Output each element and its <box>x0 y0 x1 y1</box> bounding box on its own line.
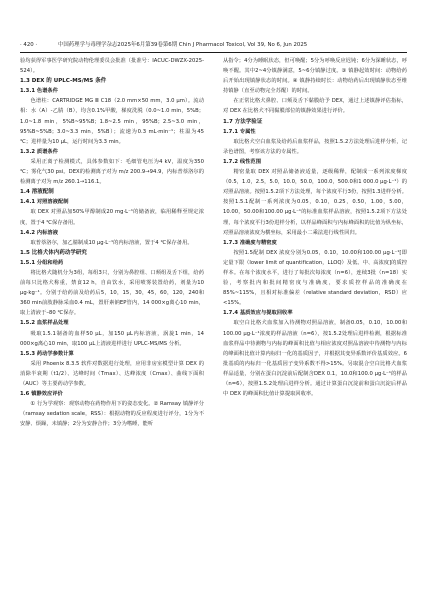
body-paragraph: 验均获得军事医学研究院动物伦理委员会批准（批准号：IACUC-DWZX-2025-524）。 <box>20 58 204 75</box>
section-heading: 1.4 溶液配制 <box>20 189 54 196</box>
subsection-heading: 1.6 镇静效应评价 <box>20 391 63 398</box>
subsection-heading: 1.3.2 质谱条件 <box>20 148 58 155</box>
subsection-heading: 1.5.2 血浆样品处理 <box>20 320 69 327</box>
body-paragraph: 采用 Phoenix 8.3.5 软件对数据进行处理，应用非房室模型计算 DEX 的消除半衰期（t1/2）、达峰时间（Tmax）、达峰浓度（Cmax）、曲线下面积（AUC）等主要药动学参数。 <box>20 360 204 387</box>
section-heading: 1.5 比格犬体内药动学研究 <box>20 249 87 256</box>
right-column <box>223 56 407 399</box>
body-paragraph: 从指令；4分为睡眠状态，但可唤醒；5分为呼唤反应迟钝；6分为深睡状态，呼唤不醒。其中2~4分镇静满意，5~6分镇静过度。③ 镇静起效时间：动物给药后开始出现镇静状态的时间。④ 镇静持续时长：动物给药后出现镇静状态至维持镇静（直至动物完全苏醒）的时间。 <box>223 58 407 95</box>
subsection-heading: 1.3.1 色谱条件 <box>20 88 58 95</box>
subsection-heading: 1.5.1 分组和给药 <box>20 259 64 266</box>
subsection-heading: 1.7.2 线性范围 <box>223 158 261 165</box>
body-paragraph: 吸取1.5.1制备的血样50 μL，加150 μL内标溶液，涡旋1 min，14 000×g离心10 min，取100 μL上清液进样进行 UPLC-MS/MS 分析。 <box>20 330 204 347</box>
left-column <box>20 56 204 429</box>
body-paragraph: 精密量取 DEX 对照品储备液适量，逐级稀释，配制成一系列浓度梯度（0.5，1.0，2.5，5.0，10.0，50.0，100.0，500.0和1 000.0 μg·L⁻¹）的对照品溶液。按照1.5.2项下方法处理，每个浓度平行3份，按照1.3进样分析。按照1.5.1配制一系列浓度为0.05，0.10，0.25，0.50，1.00，5.00，10.00，50.00和100.00 μg·L⁻¹的标准血浆样品溶液，按照1.5.2项下方法处理，每个浓度平行3份进样分析，以样品峰面积与内标峰面积的比值为纵坐标，对照品溶液浓度为横坐标，采用最小二乘法进行线性回归。 <box>223 169 407 236</box>
subsection-heading: 1.7.3 准确度与精密度 <box>223 239 277 246</box>
body-paragraph: 色谱柱：CARTRIDGE MG Ⅲ C18（2.0 mm×50 mm，3.0 μm）。流动相：水（A）-乙腈（B），均含0.1%甲酸，梯度洗脱（0.0~1.0 min，5%B；1.0~1.8 min，5%B~95%B；1.8~2.5 min，95%B；2.5~3.0 min，95%B~5%B；3.0~3.3 min，5%B）；流速为0.3 mL·min⁻¹；柱温为45 ℃；进样量为10 μL，运行时间为3.3 min。 <box>20 98 204 145</box>
body-paragraph: 取空白比格犬血浆加入待测物对照品溶液，制备0.05，0.10，10.00和100.00 μg·L⁻¹浓度的样品溶液（n=6），按1.5.2处理后进样检测，根据标准血浆样品中待测物与内标的峰面积比值与相应浓度对照品溶液中待测物与内标的峰面积比值计算内标归一化的基质因子，并根据其变异系数评价基质效应。6批基质的内标归一化基质因子变异系数不得>15%。另取混合空白比格犬血浆样品适量，分别在蛋白沉淀前后配制含DEX 0.1，10.0和100.0 μg·L⁻¹的样品（n=6），按照1.5.2处理后进样分析。通过计算蛋白沉淀前和蛋白沉淀后样品中 DEX 的峰面积比值计算提取回收率。 <box>223 320 407 398</box>
page-header <box>20 40 407 53</box>
subsection-heading: 1.5.3 药动学参数计算 <box>20 350 74 357</box>
subsection-heading: 1.4.2 内标溶液 <box>20 229 58 236</box>
body-paragraph: 在正常比格犬鼻腔、口颊及舌下黏膜给予 DEX，通过上述镇静评估指标，对 DEX 在比格犬不同黏膜部位的镇静效果进行评价。 <box>223 98 407 115</box>
subsection-heading: 1.4.1 对照溶液配制 <box>20 199 69 206</box>
body-paragraph: 取普萘洛尔，加乙腈制成10 μg·L⁻¹的内标溶液，置于4 ℃保存备用。 <box>30 239 193 246</box>
page-number: · 420 · <box>20 42 38 48</box>
body-paragraph: ① 行为学观察：观察动物在药物作用下的姿态变化。② Ramsay 镇静评分（ramsay sedation scale，RSS）：根据动物的反应程度进行评分，1分为不安静、烦躁，未镇静；2分为安静合作；3分为嗜睡，能听 <box>20 401 204 428</box>
section-heading: 1.3 DEX 的 UPLC-MS/MS 条件 <box>20 78 107 85</box>
body-paragraph: 按照1.5配制 DEX 浓度分别为0.05，0.10，10.00和100.00 μg·L⁻¹[即定量下限（lower limit of quantification，LLOQ）及低、中、高浓度]的质控样本。在每个浓度水平，进行了每批次每浓度（n=6），连续3批（n=18）实验，考察批内和批间精密度与准确度，要求质控样品的准确度在85%~115%，且相对标准偏差（relative standard deviation，RSD）应<15%。 <box>223 249 407 307</box>
body-paragraph: 取 DEX 对照品加50%甲醇制成20 mg·L⁻¹的储备液，临用稀释至规定浓度，置于4 ℃保存备用。 <box>20 209 204 226</box>
subsection-heading: 1.7.4 基质效应与提取回收率 <box>223 310 293 317</box>
body-paragraph: 取比格犬空白血浆及给药后血浆样品，按照1.5.2方法处理后进样分析，记录色谱图，考察该方法的专属性。 <box>223 138 407 155</box>
subsection-heading: 1.7.1 专属性 <box>223 128 256 135</box>
journal-citation: 中国药理学与毒理学杂志2025年6月第39卷第6期 Chin J Pharmacol Toxicol, Vol 39, No 6, Jun 2025 <box>58 42 308 48</box>
section-heading: 1.7 方法学验证 <box>223 118 263 125</box>
body-paragraph: 将比格犬随机分为3组，每组3只，分别为鼻腔组、口颊组及舌下组，给药前每只比格犬称重，禁食12 h，自由饮水，采用喷雾装置给药，剂量为10 μg·kg⁻¹。分别于给药前及给药后5，10，15，30，45，60，120，240和360 min前肢静脉采血0.4 mL，置肝素钠EP管内，14 000×g离心10 min，取上清液于–80 ℃保存。 <box>20 269 204 317</box>
body-paragraph: 采用正离子检测模式，具体参数如下：毛细管电压为4 kV，温度为350 ℃；雾化气30 psi。DEX的检测离子对为 m/z 200.9→94.9，内标普萘洛尔的检测离子对为 m/z 260.1→116.1。 <box>20 158 204 186</box>
